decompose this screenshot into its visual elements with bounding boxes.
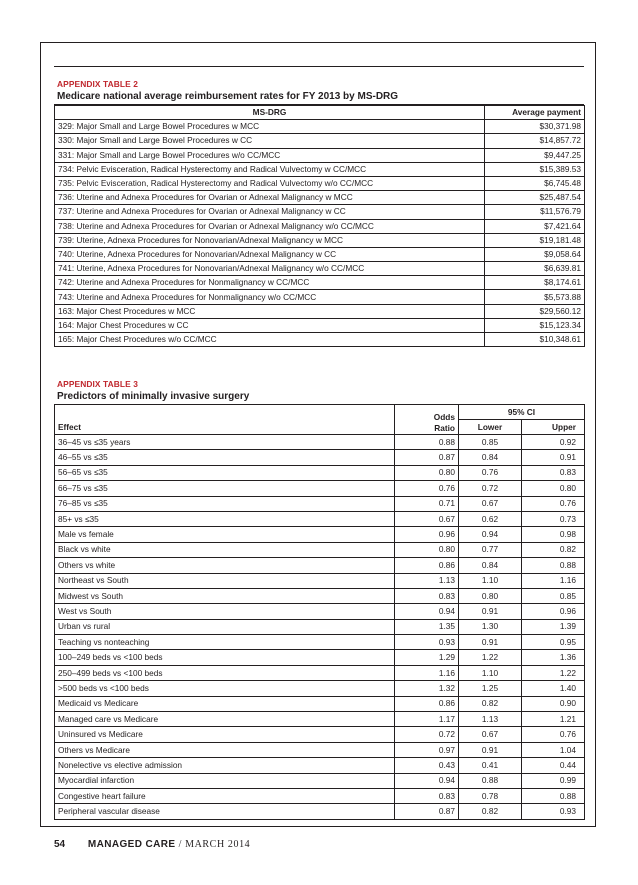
ci-lower-cell: 0.91: [459, 604, 522, 619]
table-row: [55, 742, 585, 757]
odds-ratio-cell: 0.80: [395, 542, 459, 557]
ci-lower-cell: 0.91: [459, 742, 522, 757]
table-row: [55, 191, 585, 205]
table-row: [55, 318, 585, 332]
effect-cell: Medicaid vs Medicare: [55, 696, 395, 711]
ci-lower-cell: 1.10: [459, 573, 522, 588]
table-row: [55, 290, 585, 304]
table-row: [55, 435, 585, 450]
table-row: [55, 665, 585, 680]
ci-upper-cell: 0.76: [522, 727, 585, 742]
table-row: [55, 712, 585, 727]
ci-upper-cell: 0.99: [522, 773, 585, 788]
ci-upper-cell: 1.16: [522, 573, 585, 588]
table-row: [55, 465, 585, 480]
ci-lower-cell: 0.67: [459, 496, 522, 511]
table-row: [55, 573, 585, 588]
table-row: [55, 758, 585, 773]
msdrg-cell: 330: Major Small and Large Bowel Procedures w CC: [55, 134, 485, 148]
publication-name: MANAGED CARE: [87, 839, 176, 850]
table-row: [55, 219, 585, 233]
ci-upper-cell: 1.39: [522, 619, 585, 634]
odds-ratio-cell: 0.96: [395, 527, 459, 542]
effect-cell: 66–75 vs ≤35: [55, 481, 395, 496]
table-row: [55, 542, 585, 557]
table3-grid: [54, 404, 585, 820]
ci-lower-cell: 1.25: [459, 681, 522, 696]
average-payment-cell: $5,573.88: [485, 290, 585, 304]
ci-upper-cell: 0.88: [522, 788, 585, 803]
average-payment-cell: $29,560.12: [485, 304, 585, 318]
ci-upper-cell: 1.21: [522, 712, 585, 727]
table-row: [55, 496, 585, 511]
msdrg-cell: 163: Major Chest Procedures w MCC: [55, 304, 485, 318]
odds-ratio-cell: 0.93: [395, 635, 459, 650]
ci-upper-cell: 0.83: [522, 465, 585, 480]
ci-lower-cell: 0.91: [459, 635, 522, 650]
table2-tag: APPENDIX TABLE 2: [57, 79, 139, 89]
effect-cell: Others vs Medicare: [55, 742, 395, 757]
table-row: [55, 727, 585, 742]
average-payment-cell: $9,447.25: [485, 148, 585, 162]
ci-upper-cell: 0.98: [522, 527, 585, 542]
effect-cell: 46–55 vs ≤35: [55, 450, 395, 465]
publication-date: MARCH 2014: [185, 839, 251, 850]
odds-ratio-cell: 0.83: [395, 588, 459, 603]
effect-cell: 36–45 vs ≤35 years: [55, 435, 395, 450]
msdrg-cell: 743: Uterine and Adnexa Procedures for Nonmalignancy w/o CC/MCC: [55, 290, 485, 304]
table2-title: Medicare national average reimbursement rates for FY 2013 by MS-DRG: [54, 90, 584, 105]
ci-lower-cell: 0.80: [459, 588, 522, 603]
ci-upper-cell: 0.44: [522, 758, 585, 773]
msdrg-cell: 734: Pelvic Evisceration, Radical Hysterectomy and Radical Vulvectomy w CC/MCC: [55, 162, 485, 176]
odds-ratio-cell: 0.86: [395, 558, 459, 573]
effect-cell: Northeast vs South: [55, 573, 395, 588]
table3-header-ci: 95% CI: [459, 405, 585, 420]
ci-lower-cell: 0.76: [459, 465, 522, 480]
effect-cell: Managed care vs Medicare: [55, 712, 395, 727]
ci-lower-cell: 0.78: [459, 788, 522, 803]
table3-header-odds-ratio: [395, 405, 459, 435]
appendix-table-2: [54, 78, 584, 347]
table2-body: [55, 120, 585, 347]
effect-cell: Myocardial infarction: [55, 773, 395, 788]
average-payment-cell: $30,371.98: [485, 120, 585, 134]
effect-cell: 76–85 vs ≤35: [55, 496, 395, 511]
msdrg-cell: 742: Uterine and Adnexa Procedures for Nonmalignancy w CC/MCC: [55, 276, 485, 290]
ci-lower-cell: 0.84: [459, 558, 522, 573]
table-row: [55, 233, 585, 247]
table3-body: [55, 435, 585, 820]
ci-lower-cell: 0.88: [459, 773, 522, 788]
ci-upper-cell: 1.40: [522, 681, 585, 696]
table-row: [55, 635, 585, 650]
table-row: [55, 588, 585, 603]
effect-cell: Uninsured vs Medicare: [55, 727, 395, 742]
ci-lower-cell: 0.72: [459, 481, 522, 496]
odds-ratio-cell: 1.16: [395, 665, 459, 680]
average-payment-cell: $7,421.64: [485, 219, 585, 233]
average-payment-cell: $25,487.54: [485, 191, 585, 205]
odds-ratio-cell: 1.17: [395, 712, 459, 727]
footer-separator: /: [175, 839, 186, 850]
effect-cell: >500 beds vs <100 beds: [55, 681, 395, 696]
table-row: [55, 773, 585, 788]
table-row: [55, 650, 585, 665]
table3-header-upper: Upper: [522, 420, 585, 435]
table-row: [55, 176, 585, 190]
table3-header-effect: Effect: [55, 405, 395, 435]
effect-cell: Others vs white: [55, 558, 395, 573]
msdrg-cell: 165: Major Chest Procedures w/o CC/MCC: [55, 333, 485, 347]
ci-upper-cell: 0.85: [522, 588, 585, 603]
ci-lower-cell: 0.67: [459, 727, 522, 742]
ci-lower-cell: 1.13: [459, 712, 522, 727]
average-payment-cell: $15,123.34: [485, 318, 585, 332]
table-row: [55, 205, 585, 219]
average-payment-cell: $9,058.64: [485, 247, 585, 261]
ci-lower-cell: 0.41: [459, 758, 522, 773]
odds-ratio-cell: 0.87: [395, 804, 459, 819]
effect-cell: 85+ vs ≤35: [55, 511, 395, 526]
odds-ratio-cell: 0.83: [395, 788, 459, 803]
appendix-table-3: [54, 378, 584, 820]
average-payment-cell: $8,174.61: [485, 276, 585, 290]
odds-ratio-cell: 0.94: [395, 604, 459, 619]
msdrg-cell: 737: Uterine and Adnexa Procedures for Ovarian or Adnexal Malignancy w CC: [55, 205, 485, 219]
odds-ratio-cell: 0.43: [395, 758, 459, 773]
table-row: [55, 527, 585, 542]
table-row: [55, 450, 585, 465]
table3-tag: APPENDIX TABLE 3: [57, 379, 139, 389]
average-payment-cell: $6,639.81: [485, 262, 585, 276]
ci-lower-cell: 0.62: [459, 511, 522, 526]
effect-cell: 100–249 beds vs <100 beds: [55, 650, 395, 665]
ci-upper-cell: 1.36: [522, 650, 585, 665]
table-row: [55, 333, 585, 347]
msdrg-cell: 164: Major Chest Procedures w CC: [55, 318, 485, 332]
odds-ratio-cell: 0.94: [395, 773, 459, 788]
table-row: [55, 558, 585, 573]
ci-upper-cell: 0.90: [522, 696, 585, 711]
odds-ratio-cell: 0.86: [395, 696, 459, 711]
msdrg-cell: 331: Major Small and Large Bowel Procedures w/o CC/MCC: [55, 148, 485, 162]
odds-ratio-cell: 0.87: [395, 450, 459, 465]
odds-label: Odds: [433, 412, 455, 422]
ci-upper-cell: 0.96: [522, 604, 585, 619]
table-row: [55, 696, 585, 711]
table-row: [55, 120, 585, 134]
ci-lower-cell: 1.10: [459, 665, 522, 680]
table3-header-row-1: [55, 405, 585, 420]
effect-cell: Peripheral vascular disease: [55, 804, 395, 819]
effect-cell: 56–65 vs ≤35: [55, 465, 395, 480]
msdrg-cell: 329: Major Small and Large Bowel Procedures w MCC: [55, 120, 485, 134]
effect-cell: Black vs white: [55, 542, 395, 557]
effect-cell: Urban vs rural: [55, 619, 395, 634]
msdrg-cell: 741: Uterine, Adnexa Procedures for Nonovarian/Adnexal Malignancy w/o CC/MCC: [55, 262, 485, 276]
table-row: [55, 134, 585, 148]
page-number: 54: [54, 839, 66, 850]
table-row: [55, 681, 585, 696]
table-row: [55, 619, 585, 634]
ci-upper-cell: 0.82: [522, 542, 585, 557]
effect-cell: Nonelective vs elective admission: [55, 758, 395, 773]
effect-cell: Teaching vs nonteaching: [55, 635, 395, 650]
effect-cell: Male vs female: [55, 527, 395, 542]
effect-cell: West vs South: [55, 604, 395, 619]
ci-upper-cell: 1.04: [522, 742, 585, 757]
msdrg-cell: 736: Uterine and Adnexa Procedures for Ovarian or Adnexal Malignancy w MCC: [55, 191, 485, 205]
odds-ratio-cell: 0.71: [395, 496, 459, 511]
odds-ratio-cell: 0.97: [395, 742, 459, 757]
odds-ratio-cell: 0.67: [395, 511, 459, 526]
ci-upper-cell: 0.73: [522, 511, 585, 526]
msdrg-cell: 739: Uterine, Adnexa Procedures for Nonovarian/Adnexal Malignancy w MCC: [55, 233, 485, 247]
ci-lower-cell: 0.94: [459, 527, 522, 542]
table2-header-payment: Average payment: [485, 106, 585, 120]
odds-ratio-cell: 0.80: [395, 465, 459, 480]
table3-header-lower: Lower: [459, 420, 522, 435]
msdrg-cell: 740: Uterine, Adnexa Procedures for Nonovarian/Adnexal Malignancy w CC: [55, 247, 485, 261]
odds-ratio-cell: 1.32: [395, 681, 459, 696]
ci-lower-cell: 0.77: [459, 542, 522, 557]
table-row: [55, 511, 585, 526]
table-row: [55, 481, 585, 496]
table2-grid: [54, 105, 585, 347]
ci-upper-cell: 0.92: [522, 435, 585, 450]
table-row: [55, 262, 585, 276]
table-row: [55, 788, 585, 803]
average-payment-cell: $19,181.48: [485, 233, 585, 247]
table2-header-row: [55, 106, 585, 120]
table-row: [55, 304, 585, 318]
table-row: [55, 247, 585, 261]
table-row: [55, 804, 585, 819]
table-row: [55, 276, 585, 290]
odds-ratio-cell: 1.13: [395, 573, 459, 588]
ci-lower-cell: 1.30: [459, 619, 522, 634]
average-payment-cell: $6,745.48: [485, 176, 585, 190]
ci-upper-cell: 0.95: [522, 635, 585, 650]
ci-upper-cell: 1.22: [522, 665, 585, 680]
effect-cell: Congestive heart failure: [55, 788, 395, 803]
top-rule: [54, 66, 584, 67]
table-row: [55, 604, 585, 619]
table3-title: Predictors of minimally invasive surgery: [57, 391, 250, 402]
ci-upper-cell: 0.80: [522, 481, 585, 496]
page-footer: [54, 839, 250, 850]
average-payment-cell: $15,389.53: [485, 162, 585, 176]
ci-lower-cell: 0.85: [459, 435, 522, 450]
average-payment-cell: $14,857.72: [485, 134, 585, 148]
ratio-label: Ratio: [434, 423, 455, 433]
odds-ratio-cell: 0.88: [395, 435, 459, 450]
effect-cell: 250–499 beds vs <100 beds: [55, 665, 395, 680]
ci-lower-cell: 0.84: [459, 450, 522, 465]
msdrg-cell: 735: Pelvic Evisceration, Radical Hysterectomy and Radical Vulvectomy w/o CC/MCC: [55, 176, 485, 190]
msdrg-cell: 738: Uterine and Adnexa Procedures for Ovarian or Adnexal Malignancy w/o CC/MCC: [55, 219, 485, 233]
ci-lower-cell: 0.82: [459, 804, 522, 819]
odds-ratio-cell: 0.72: [395, 727, 459, 742]
table2-header-msdrg: MS-DRG: [55, 106, 485, 120]
average-payment-cell: $10,348.61: [485, 333, 585, 347]
ci-upper-cell: 0.88: [522, 558, 585, 573]
ci-lower-cell: 0.82: [459, 696, 522, 711]
odds-ratio-cell: 1.35: [395, 619, 459, 634]
odds-ratio-cell: 0.76: [395, 481, 459, 496]
ci-lower-cell: 1.22: [459, 650, 522, 665]
effect-cell: Midwest vs South: [55, 588, 395, 603]
table-row: [55, 148, 585, 162]
odds-ratio-cell: 1.29: [395, 650, 459, 665]
table-row: [55, 162, 585, 176]
average-payment-cell: $11,576.79: [485, 205, 585, 219]
ci-upper-cell: 0.93: [522, 804, 585, 819]
ci-upper-cell: 0.76: [522, 496, 585, 511]
ci-upper-cell: 0.91: [522, 450, 585, 465]
